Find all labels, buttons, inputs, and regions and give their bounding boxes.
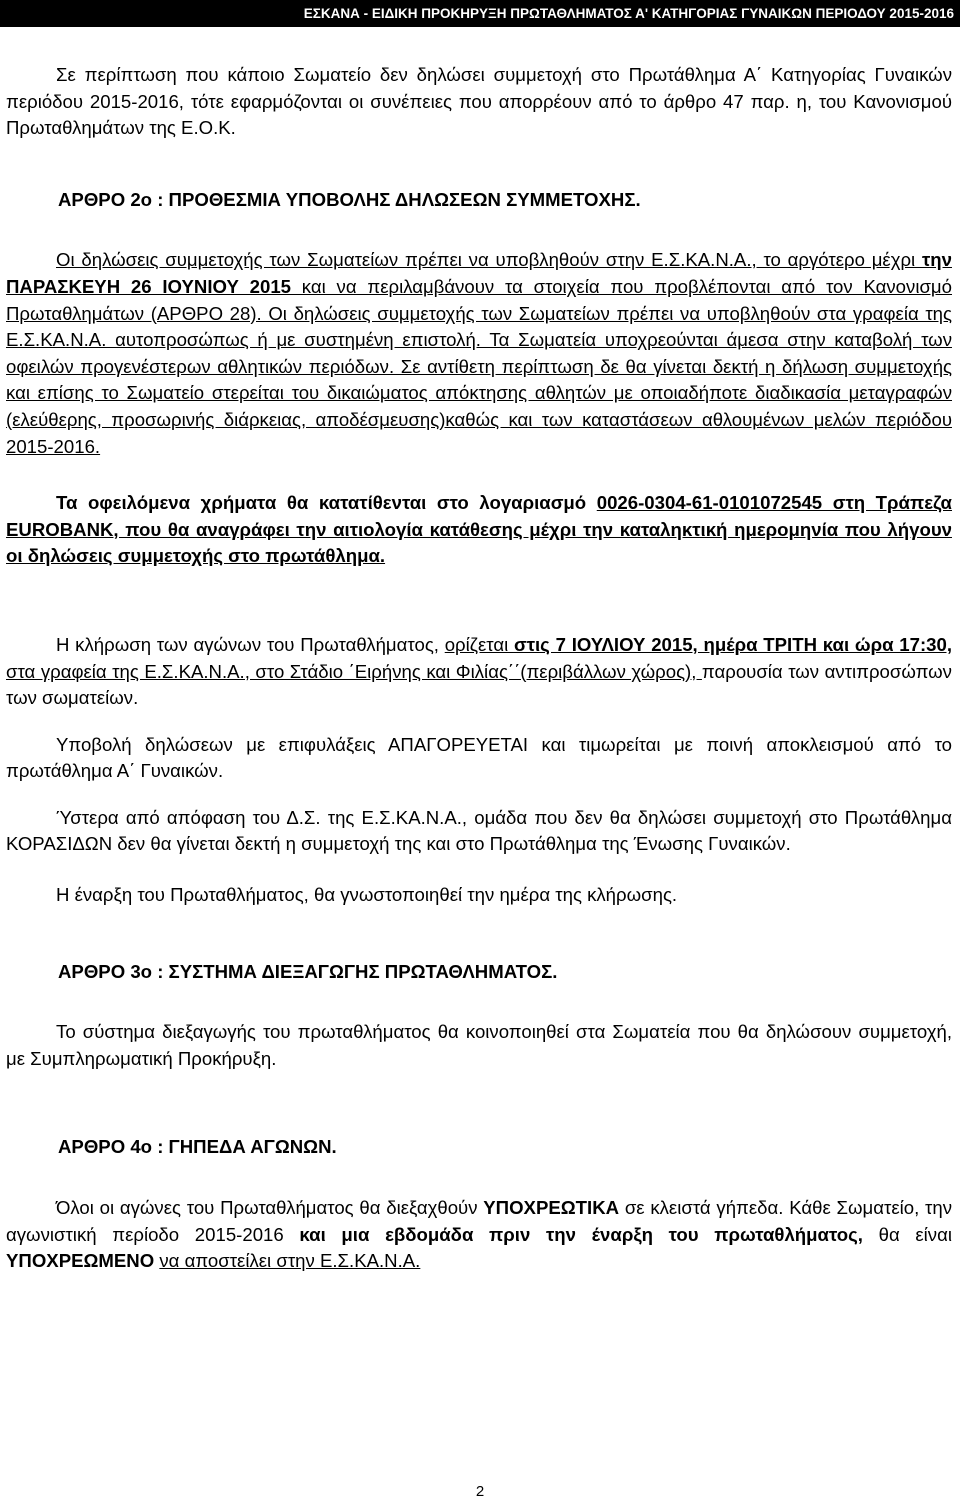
article-3-paragraph-1: Το σύστημα διεξαγωγής του πρωταθλήματος θα κοινοποιηθεί στα Σωματεία που θα δηλώσουν συμμετοχή, με Συμπληρωματική Προκήρυξη. bbox=[6, 1021, 952, 1069]
article-2-paragraph-5: Ύστερα από απόφαση του Δ.Σ. της Ε.Σ.ΚΑ.Ν.Α., ομάδα που δεν θα δηλώσει συμμετοχή στο Πρωτάθλημα ΚΟΡΑΣΙΔΩΝ δεν θα γίνεται δεκτή η συμμετοχή της και στο Πρωτάθλημα της Ένωσης Γυναικών. bbox=[6, 806, 952, 855]
article-2-paragraph-3 bbox=[6, 632, 952, 712]
submission-deadline: την ΠΑΡΑΣΚΕΥΗ 26 ΙΟΥΝΙΟΥ 2015 bbox=[6, 249, 952, 297]
intro-paragraph: Σε περίπτωση που κάποιο Σωματείο δεν δηλώσει συμμετοχή στο Πρωτάθλημα Α΄ Κατηγορίας Γυναικών περιόδου 2015-2016, τότε εφαρμόζονται οι συνέπειες που απορρέουν από το άρθρο 47 παρ. η, του Κανονισμού Πρωταθλημάτων της Ε.Ο.Κ. bbox=[6, 64, 952, 139]
article-4-paragraph-1 bbox=[6, 1195, 952, 1275]
article-2-paragraph-4: Υποβολή δηλώσεων με επιφυλάξεις ΑΠΑΓΟΡΕΥΕΤΑΙ και τιμωρείται με ποινή αποκλεισμού από το πρωτάθλημα Α΄ Γυναικών. bbox=[6, 733, 952, 782]
article-4-heading: ΑΡΘΡΟ 4ο : ΓΗΠΕΔΑ ΑΓΩΝΩΝ. bbox=[58, 1136, 337, 1158]
draw-text: Η κλήρωση των αγώνων του Πρωταθλήματος, bbox=[56, 633, 445, 655]
submission-details: και να περιλαμβάνουν τα στοιχεία που προβλέπονται από τον Κανονισμό Πρωταθλημάτων (ΑΡΘΡΟ 28). Οι δηλώσεις συμμετοχής των Σωματείων πρέπει να υποβληθούν στα γραφεία της Ε.Σ.ΚΑ.Ν.Α. αυτοπροσώπως ή με συστημένη επιστολή. Τα Σωματεία υποχρεούνται άμεσα στην καταβολή των οφειλών προγενέστερων αθλητικών περιόδων. Σε αντίθετη περίπτωση δε θα γίνεται δεκτή η δήλωση συμμετοχής και επίσης το Σωματείο στερείται του δικαιώματος απόκτησης αθλητών με οποιαδήποτε διαδικασία μεταγραφών (ελεύθερης, προσωρινής διάρκειας, αποδέσμευσης)καθώς και των καταστάσεων αθλουμένων μελών περιόδου 2015-2016. bbox=[6, 275, 952, 457]
article-2-paragraph-6: Η έναρξη του Πρωταθλήματος, θα γνωστοποιηθεί την ημέρα της κλήρωσης. bbox=[56, 884, 678, 906]
venues-mandatory: ΥΠΟΧΡΕΩΤΙΚΑ bbox=[483, 1197, 620, 1219]
article-2-heading: ΑΡΘΡΟ 2ο : ΠΡΟΘΕΣΜΙΑ ΥΠΟΒΟΛΗΣ ΔΗΛΩΣΕΩΝ ΣΥΜΜΕΤΟΧΗΣ. bbox=[58, 188, 641, 210]
article-2-paragraph-1 bbox=[6, 247, 952, 460]
venues-obliged: ΥΠΟΧΡΕΩΜΕΝΟ bbox=[6, 1250, 155, 1272]
page-number: 2 bbox=[475, 1483, 485, 1500]
venues-will-be: θα είναι bbox=[862, 1223, 952, 1245]
document-header: ΕΣΚΑΝΑ - ΕΙΔΙΚΗ ΠΡΟΚΗΡΥΞΗ ΠΡΩΤΑΘΛΗΜΑΤΟΣ Α' ΚΑΤΗΓΟΡΙΑΣ ΓΥΝΑΙΚΩΝ ΠΕΡΙΟΔΟΥ 2015-2016 bbox=[0, 0, 960, 27]
article-2-paragraph-2 bbox=[6, 490, 952, 570]
venues-deadline: και μια εβδομάδα πριν την έναρξη του πρωταθλήματος, bbox=[299, 1223, 863, 1245]
submission-text: Οι δηλώσεις συμμετοχής των Σωματείων πρέπει να υποβληθούν στην Ε.Σ.ΚΑ.Ν.Α., το αργότερο μέχρι bbox=[56, 249, 922, 271]
venues-send: να αποστείλει στην Ε.Σ.ΚΑ.Ν.Α. bbox=[159, 1250, 421, 1272]
draw-date-time: στις 7 ΙΟΥΛΙΟΥ 2015, ημέρα ΤΡΙΤΗ και ώρα 17:30, bbox=[513, 633, 952, 655]
venues-closed-courts: σε κλειστά γήπεδα. Κάθε Σωματείο, την αγωνιστική περίοδο 2015-2016 bbox=[6, 1197, 952, 1245]
bank-account-details: 0026-0304-61-0101072545 στη Τράπεζα EUROBANK, που θα αναγράφει την αιτιολογία κατάθεσης μέχρι την καταληκτική ημερομηνία που λήγουν οι δηλώσεις συμμετοχής στο πρωτάθλημα. bbox=[6, 492, 952, 567]
draw-set-word: ορίζεται bbox=[444, 633, 514, 655]
article-3-heading: ΑΡΘΡΟ 3ο : ΣΥΣΤΗΜΑ ΔΙΕΞΑΓΩΓΗΣ ΠΡΩΤΑΘΛΗΜΑΤΟΣ. bbox=[58, 960, 558, 982]
document-body bbox=[6, 62, 952, 1275]
venues-text: Όλοι οι αγώνες του Πρωταθλήματος θα διεξαχθούν bbox=[56, 1197, 484, 1219]
payment-text: Τα οφειλόμενα χρήματα θα κατατίθενται στο λογαριασμό bbox=[56, 492, 597, 514]
draw-location: στα γραφεία της Ε.Σ.ΚΑ.Ν.Α., στο Στάδιο ΄Ειρήνης και Φιλίας΄΄(περιβάλλων χώρος), bbox=[6, 660, 702, 682]
draw-attendees: παρουσία των αντιπροσώπων των σωματείων. bbox=[6, 660, 952, 709]
